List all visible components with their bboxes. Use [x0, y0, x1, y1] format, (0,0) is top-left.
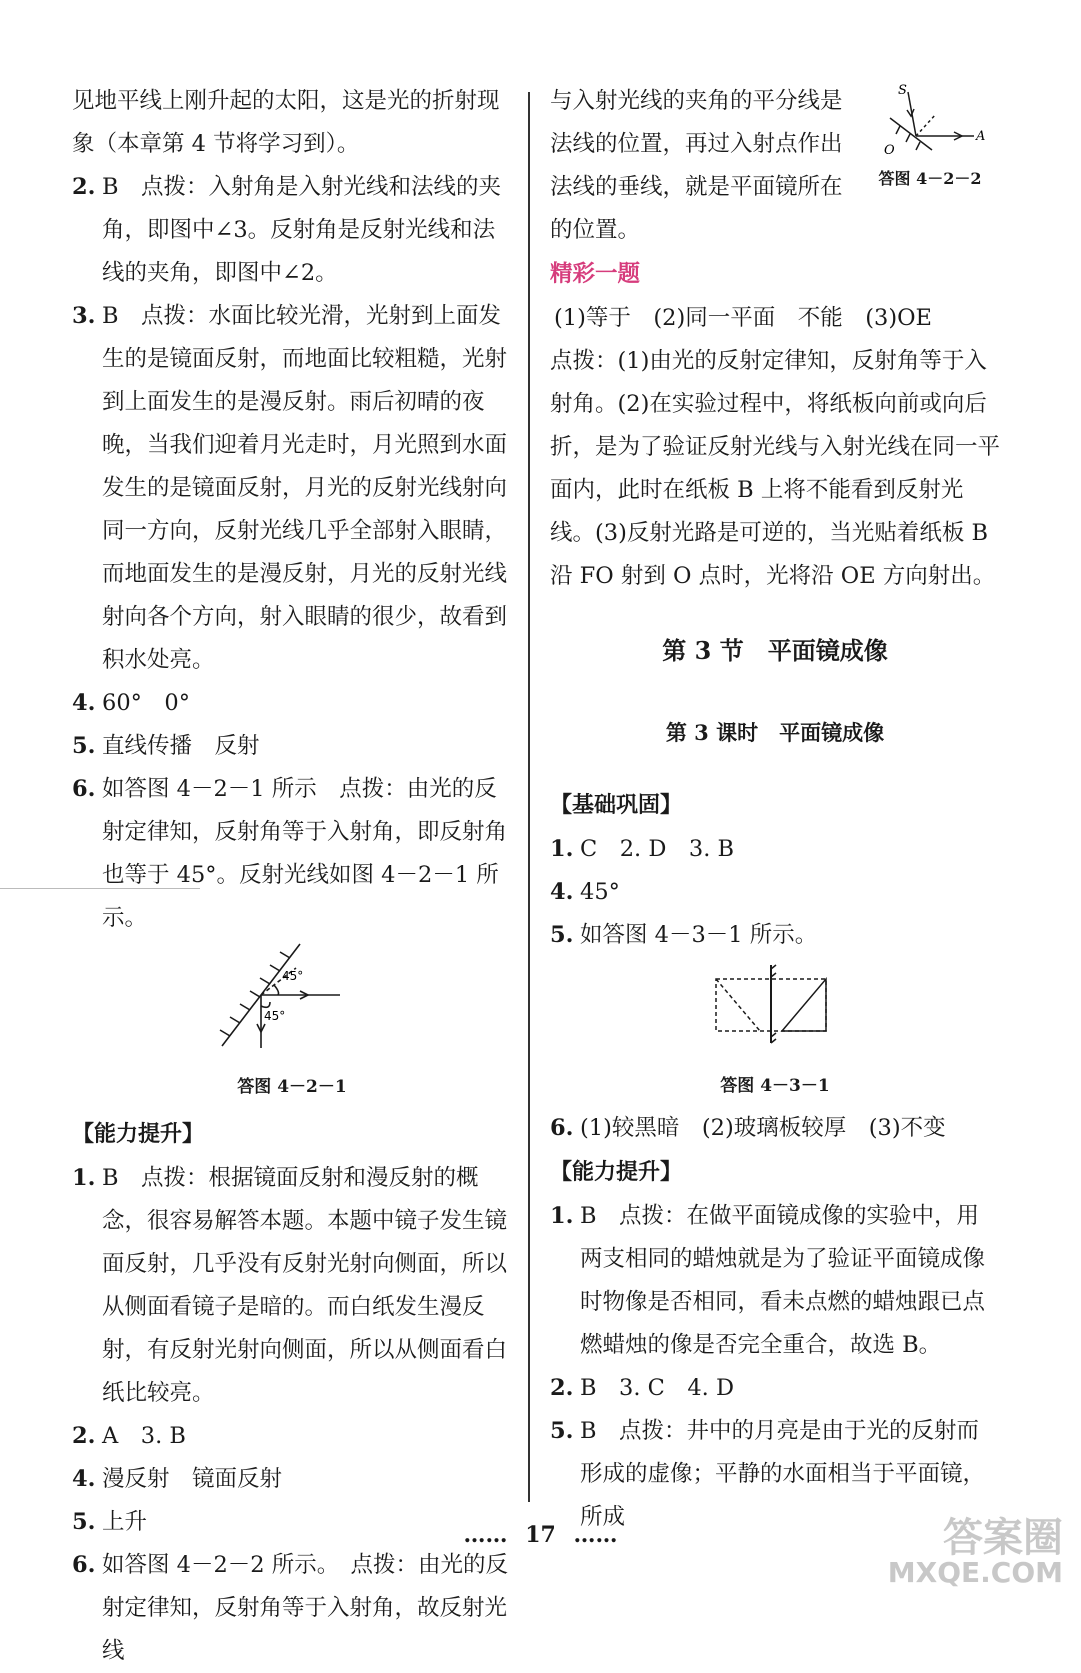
virtual-image-diagonal	[716, 979, 760, 1031]
section-title: 第 3 节 平面镜成像	[662, 636, 888, 665]
figure-caption: 答图 4－2－2	[878, 169, 982, 188]
item-text: C 2. D 3. B	[580, 836, 735, 862]
item-text: 如答图 4－2－2 所示。 点拨：由光的反射定律知，反射角等于入射角，故反射光线	[102, 1552, 509, 1664]
item-text: 45°	[580, 879, 620, 905]
item-text: A 3. B	[102, 1423, 186, 1449]
answer-item	[550, 828, 1000, 871]
item-text: 如答图 4－2－1 所示 点拨：由光的反射定律知，反射角等于入射角，即反射角也等于 45°。反射光线如图 4－2－1 所示。	[102, 776, 508, 931]
answer-list-2	[72, 1157, 512, 1673]
item-text: B 点拨：水面比较光滑，光射到上面发生的是镜面反射，而地面比较粗糙，光射到上面发生的是漫反射。雨后初晴的夜晚，当我们迎着月光走时，月光照到水面发生的是镜面反射，月光的反射光线射向同一方向，反射光线几乎全部射入眼睛，而地面发生的是漫反射，月光的反射光线射向各个方向，射入眼睛的很少，故看到积水处亮。	[102, 303, 508, 673]
watermark-title: 答案圈	[943, 1515, 1063, 1561]
answer-item	[72, 725, 512, 768]
answer-item	[72, 1544, 512, 1673]
point-label: S	[898, 83, 907, 98]
item-text: (1)较黑暗 (2)玻璃板较厚 (3)不变	[580, 1115, 946, 1141]
item-number: 3.	[72, 303, 96, 329]
highlight-answer: (1)等于 (2)同一平面 不能 (3)OE	[554, 305, 932, 331]
right-column	[550, 80, 1000, 1539]
answer-item	[550, 871, 1000, 914]
item-number: 2.	[550, 1375, 574, 1401]
highlight-heading: 精彩一题	[550, 261, 641, 287]
watermark-logo	[887, 1515, 1063, 1589]
answer-item	[72, 768, 512, 940]
item-text: B 点拨：入射角是入射光线和法线的夹角，即图中∠3。反射角是反射光线和法线的夹角，即图中∠2。	[102, 174, 502, 286]
answer-item	[72, 1458, 512, 1501]
continued-text: 与入射光线的夹角的平分线是法线的位置，再过入射点作出法线的垂线，就是平面镜所在的位置。	[550, 88, 843, 243]
figure-caption: 答图 4－2－1	[237, 1077, 347, 1097]
intro-text: 见地平线上刚升起的太阳，这是光的折射现象（本章第 4 节将学习到）。	[72, 88, 500, 157]
item-number: 2.	[72, 174, 96, 200]
figure-4-3-1	[550, 963, 1000, 1101]
highlight-explanation: 点拨：(1)由光的反射定律知，反射角等于入射角。(2)在实验过程中，将纸板向前或向后折，是为了验证反射光线与入射光线在同一平面内，此时在纸板 B 上将不能看到反射光线。(3)反射光路是可逆的，当光贴着纸板 B 沿 FO 射到 O 点时，光将沿 OE 方向射出。	[550, 348, 1001, 589]
item-text: B 点拨：在做平面镜成像的实验中，用两支相同的蜡烛就是为了验证平面镜成像时物像是否相同，看未点燃的蜡烛跟已点燃蜡烛的像是否完全重合，故选 B。	[580, 1203, 986, 1358]
item-number: 6.	[72, 776, 96, 802]
answer-item	[550, 1107, 1000, 1150]
item-number: 1.	[72, 1165, 96, 1191]
answer-list-1	[72, 166, 512, 940]
item-number: 5.	[550, 922, 574, 948]
item-number: 1.	[550, 836, 574, 862]
answer-item	[72, 682, 512, 725]
mirror-hatching	[220, 952, 290, 1036]
page-number-value: 17	[525, 1522, 556, 1548]
lesson-title: 第 3 课时 平面镜成像	[665, 720, 885, 745]
item-number: 1.	[550, 1203, 574, 1229]
item-number: 5.	[72, 1509, 96, 1535]
reflection-diagram	[212, 940, 372, 1052]
object-triangle	[782, 979, 826, 1031]
plane-mirror-image-diagram	[710, 963, 840, 1045]
item-text: B 点拨：井中的月亮是由于光的反射而形成的虚像；平静的水面相当于平面镜，所成	[580, 1418, 986, 1530]
angle-label: 45°	[282, 969, 304, 983]
answer-item	[72, 295, 512, 682]
angle-label: 45°	[264, 1009, 286, 1023]
item-number: 6.	[72, 1552, 96, 1578]
item-number: 4.	[550, 879, 574, 905]
item-text: 漫反射 镜面反射	[102, 1466, 283, 1492]
item-text: 上升	[102, 1509, 148, 1535]
item-text: B 3. C 4. D	[580, 1375, 735, 1401]
item-number: 5.	[72, 733, 96, 759]
item-number: 6.	[550, 1115, 574, 1141]
item-text: 60° 0°	[102, 690, 190, 716]
point-label: A	[976, 129, 986, 144]
item-text: B 点拨：根据镜面反射和漫反射的概念，很容易解答本题。本题中镜子发生镜面反射，几乎没有反射光射向侧面，所以从侧面看镜子是暗的。而白纸发生漫反射，有反射光射向侧面，所以从侧面看白纸比较亮。	[102, 1165, 508, 1406]
item-number: 4.	[72, 690, 96, 716]
point-label: O	[884, 143, 895, 158]
item-text: 如答图 4－3－1 所示。	[580, 922, 818, 948]
answer-item	[550, 914, 1000, 957]
answer-item	[550, 1195, 1000, 1367]
section-heading-ability: 【能力提升】	[550, 1159, 683, 1185]
figure-4-2-1	[72, 940, 512, 1102]
section-heading-ability: 【能力提升】	[72, 1121, 205, 1147]
figure-caption: 答图 4－3－1	[720, 1076, 830, 1096]
item-number: 5.	[550, 1418, 574, 1444]
item-text: 直线传播 反射	[102, 733, 260, 759]
left-column	[72, 80, 512, 1673]
answer-item	[72, 1157, 512, 1415]
answer-item	[72, 1415, 512, 1458]
section-heading-basic: 【基础巩固】	[550, 792, 683, 818]
page-dots-left: ……	[463, 1522, 508, 1548]
item-number: 4.	[72, 1466, 96, 1492]
watermark-url: MXQE.COM	[887, 1556, 1063, 1589]
page-dots-right: ……	[573, 1522, 618, 1548]
answer-item	[550, 1367, 1000, 1410]
answer-item	[72, 166, 512, 295]
column-divider	[528, 92, 530, 1502]
item-number: 2.	[72, 1423, 96, 1449]
